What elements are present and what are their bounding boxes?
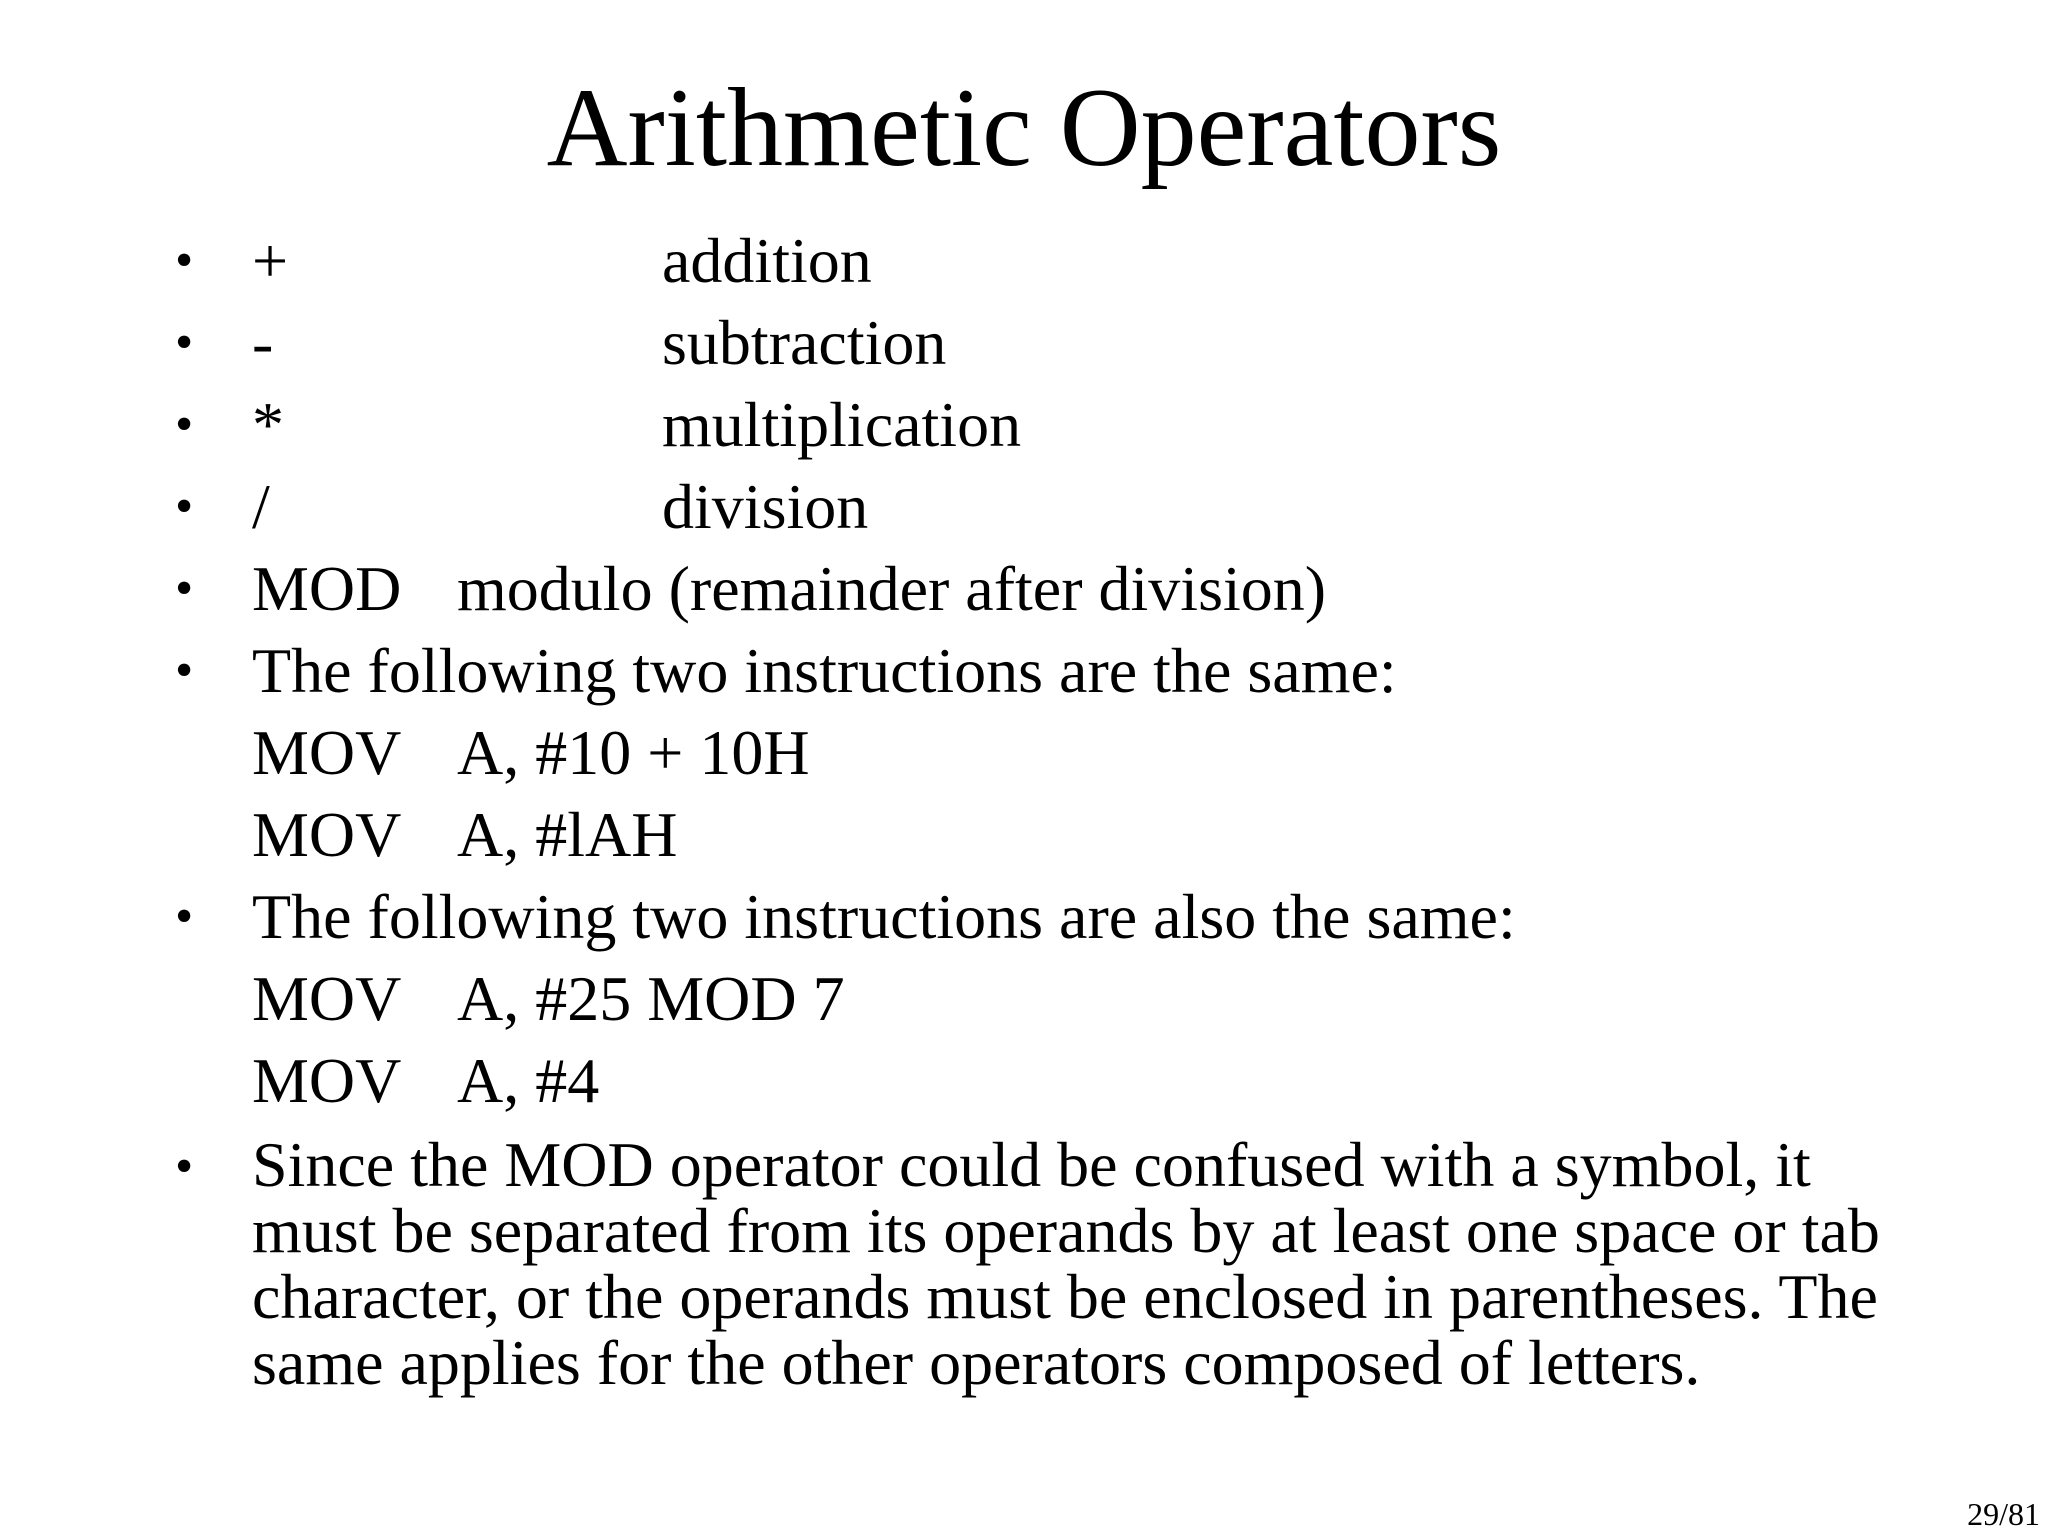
bullet-icon: • (175, 314, 194, 371)
code-operands: A, #10 + 10H (457, 717, 810, 788)
code-operands: A, #25 MOD 7 (457, 963, 845, 1034)
bullet-icon: • (175, 1138, 194, 1195)
operator-symbol: - (252, 307, 274, 378)
operator-symbol: / (252, 471, 270, 542)
bullet-icon: • (175, 396, 194, 453)
operator-symbol: * (252, 389, 284, 460)
bullet-icon: • (175, 888, 194, 945)
code-mnemonic: MOV (252, 717, 402, 788)
code-operands: A, #4 (457, 1045, 600, 1116)
bullet-icon: • (175, 232, 194, 289)
example-intro: The following two instructions are also the same: (252, 881, 1516, 952)
mod-note-paragraph: Since the MOD operator could be confused with a symbol, it must be separated from its operands by at least one space or tab character, or the operands must be enclosed in parentheses. The same applies for the other operators composed of letters. (252, 1129, 1880, 1398)
operator-description: division (662, 471, 869, 542)
example-intro: The following two instructions are the same: (252, 635, 1397, 706)
code-mnemonic: MOV (252, 1045, 402, 1116)
bullet-icon: • (175, 642, 194, 699)
code-mnemonic: MOV (252, 799, 402, 870)
operator-description: multiplication (662, 389, 1022, 460)
operator-description: modulo (remainder after division) (457, 553, 1327, 624)
operator-description: addition (662, 225, 872, 296)
bullet-icon: • (175, 560, 194, 617)
slide-title: Arithmetic Operators (546, 66, 1502, 190)
operator-symbol: MOD (252, 553, 402, 624)
code-operands: A, #lAH (457, 799, 678, 870)
code-mnemonic: MOV (252, 963, 402, 1034)
operator-description: subtraction (662, 307, 947, 378)
page-number: 29/81 (1967, 1496, 2040, 1532)
operator-symbol: + (252, 225, 289, 296)
bullet-icon: • (175, 478, 194, 535)
